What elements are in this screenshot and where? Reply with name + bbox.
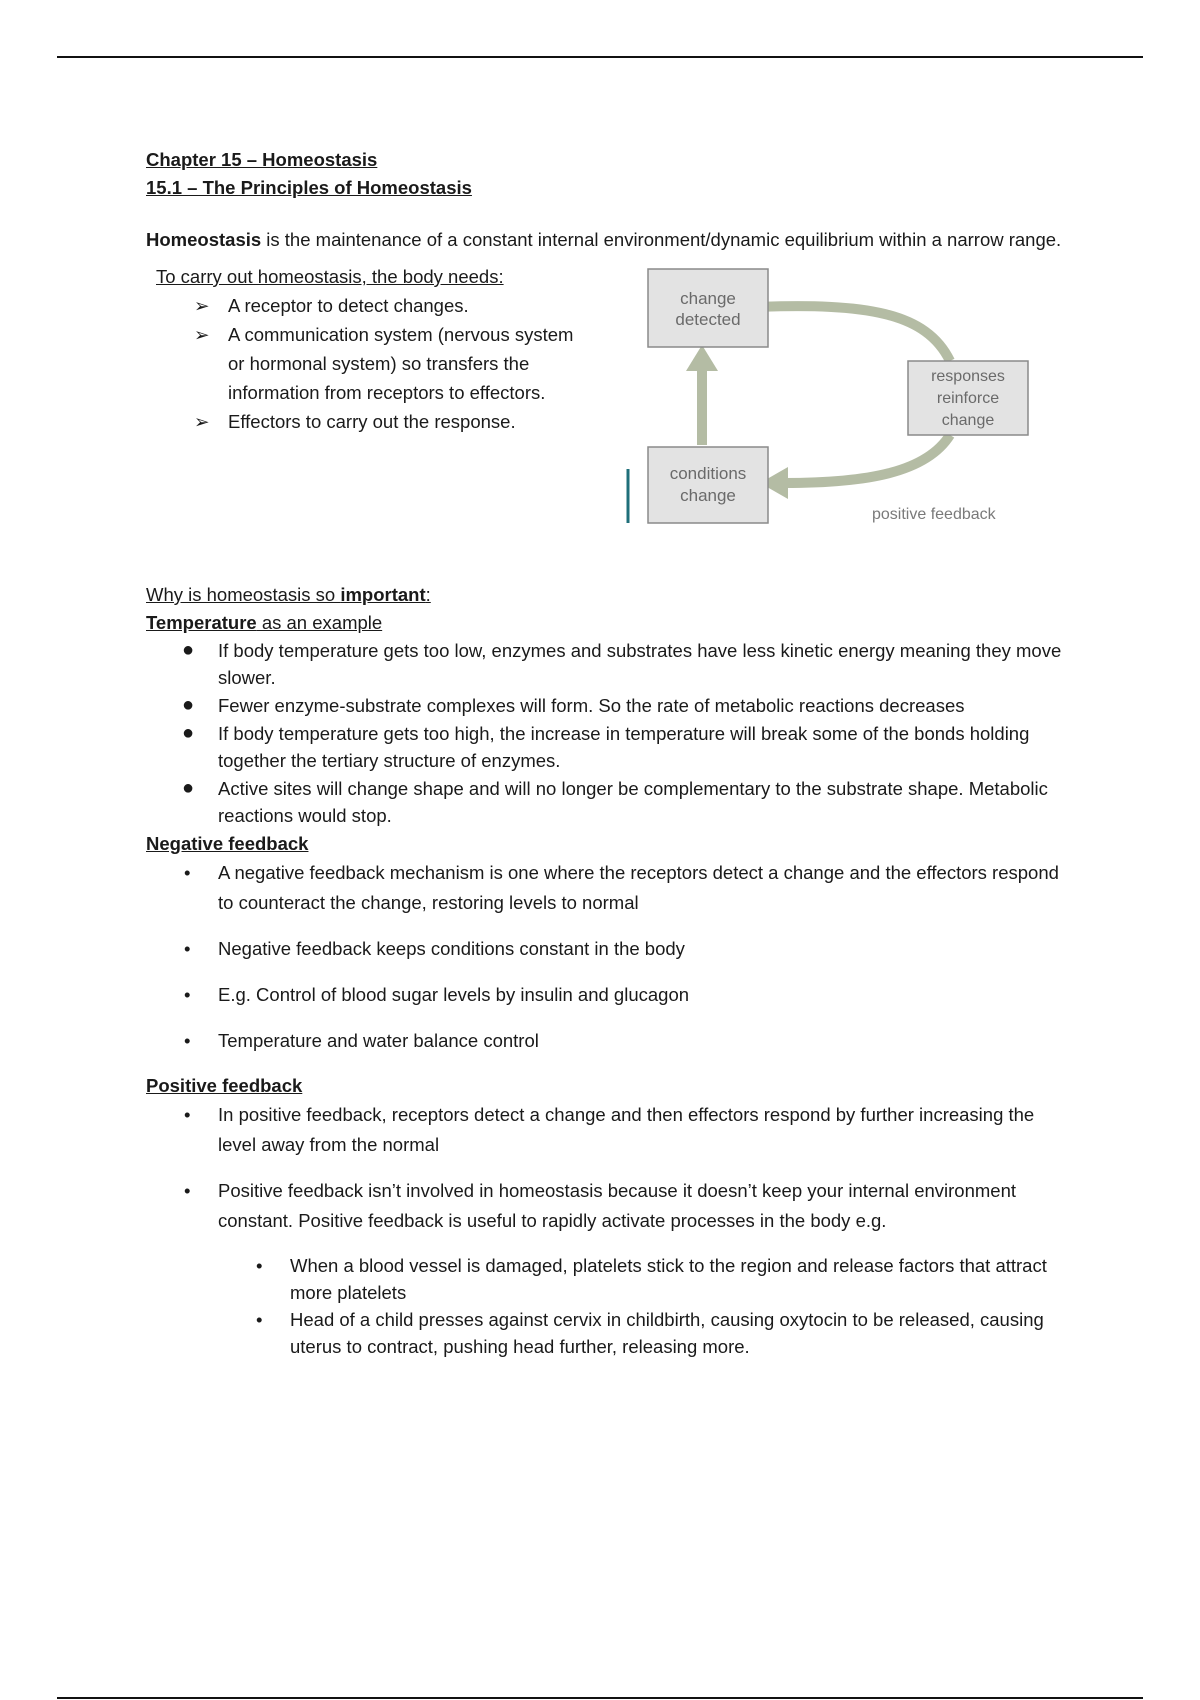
list-item: • A negative feedback mechanism is one where the receptors detect a change and the effectors respond to counteract the change, restoring levels to normal bbox=[146, 858, 1066, 918]
box-change-detected bbox=[648, 269, 768, 347]
bullet-icon: • bbox=[184, 938, 191, 959]
needs-title: To carry out homeostasis, the body needs: bbox=[156, 266, 504, 287]
intro-paragraph bbox=[146, 224, 1066, 255]
list-item: • E.g. Control of blood sugar levels by insulin and glucagon bbox=[146, 980, 1066, 1010]
box-bottom-line2: change bbox=[680, 486, 736, 505]
negative-feedback-list bbox=[146, 858, 1066, 1056]
bullet-icon: ● bbox=[182, 639, 195, 661]
box-right-line2: reinforce bbox=[936, 390, 1000, 407]
bullet-icon: • bbox=[184, 1180, 191, 1201]
positive-examples-list bbox=[146, 1252, 1066, 1360]
arrow-bullet-icon: ➢ bbox=[194, 324, 210, 345]
header-rule bbox=[57, 56, 1143, 58]
list-item: ➢ A receptor to detect changes. bbox=[156, 291, 576, 320]
arrow-bullet-icon: ➢ bbox=[194, 295, 210, 316]
positive-feedback-diagram bbox=[626, 257, 1046, 537]
box-conditions-change bbox=[648, 447, 768, 523]
bullet-icon: • bbox=[256, 1309, 263, 1330]
list-item: • When a blood vessel is damaged, platelets stick to the region and release factors that attract more platelets bbox=[218, 1252, 1066, 1306]
negative-feedback-section bbox=[146, 830, 1066, 1056]
bullet-icon: • bbox=[256, 1255, 263, 1276]
chapter-heading: Chapter 15 – Homeostasis bbox=[146, 149, 378, 170]
bullet-icon: ● bbox=[182, 722, 195, 744]
negative-feedback-title: Negative feedback bbox=[146, 833, 309, 854]
intro-term: Homeostasis bbox=[146, 229, 262, 250]
box-top-line1: change bbox=[680, 289, 736, 308]
list-item: ● If body temperature gets too high, the increase in temperature will break some of the bonds holding together the tertiary structure of enzymes. bbox=[182, 722, 1030, 771]
bullet-icon: • bbox=[184, 1104, 191, 1125]
box-top-line2: detected bbox=[675, 310, 741, 329]
bullet-icon: • bbox=[184, 1030, 191, 1051]
box-right-line1: responses bbox=[931, 368, 1005, 385]
needs-block bbox=[156, 263, 576, 436]
footer-rule bbox=[57, 1697, 1143, 1699]
list-item: ➢ A communication system (nervous system or hormonal system) so transfers the information from receptors to effectors. bbox=[156, 320, 576, 407]
importance-section bbox=[146, 581, 1066, 829]
intro-text: is the maintenance of a constant internal environment/dynamic equilibrium within a narrow range. bbox=[261, 229, 1062, 250]
list-item: • Negative feedback keeps conditions constant in the body bbox=[146, 934, 1066, 964]
bullet-icon: • bbox=[184, 862, 191, 883]
list-item: ● Fewer enzyme-substrate complexes will form. So the rate of metabolic reactions decreases bbox=[146, 692, 1066, 719]
section-heading: 15.1 – The Principles of Homeostasis bbox=[146, 177, 472, 198]
box-bottom-line1: conditions bbox=[669, 464, 747, 483]
bullet-icon: • bbox=[184, 984, 191, 1005]
arrow-bullet-icon: ➢ bbox=[194, 411, 210, 432]
list-item: • Head of a child presses against cervix in childbirth, causing oxytocin to be released, causing uterus to contract, pushing head further, releasing more. bbox=[218, 1306, 1066, 1360]
needs-section bbox=[146, 263, 1066, 563]
list-item: • Temperature and water balance control bbox=[146, 1026, 1066, 1056]
diagram-caption: positive feedback bbox=[872, 506, 996, 523]
box-right-line3: change bbox=[941, 412, 995, 429]
bullet-icon: ● bbox=[182, 777, 195, 799]
list-item: • In positive feedback, receptors detect a change and then effectors respond by further increasing the level away from the normal bbox=[146, 1100, 1066, 1160]
importance-list bbox=[146, 637, 1066, 829]
list-item: ● If body temperature gets too low, enzymes and substrates have less kinetic energy meaning they move slower. bbox=[182, 639, 1062, 688]
positive-feedback-title: Positive feedback bbox=[146, 1075, 303, 1096]
importance-example: Temperature as an example bbox=[146, 612, 383, 633]
importance-question: Why is homeostasis so important: bbox=[146, 584, 431, 605]
bullet-icon: ● bbox=[182, 694, 195, 716]
needs-list bbox=[156, 291, 576, 436]
list-item: ● Active sites will change shape and will no longer be complementary to the substrate shape. Metabolic reactions would stop. bbox=[182, 777, 1048, 826]
positive-feedback-list bbox=[146, 1100, 1066, 1236]
list-item: • Positive feedback isn’t involved in homeostasis because it doesn’t keep your internal environment constant. Positive feedback is useful to rapidly activate processes in the body e.g. bbox=[146, 1176, 1066, 1236]
positive-feedback-section bbox=[146, 1072, 1066, 1360]
document-page bbox=[146, 146, 1066, 1360]
list-item: ➢ Effectors to carry out the response. bbox=[156, 407, 576, 436]
